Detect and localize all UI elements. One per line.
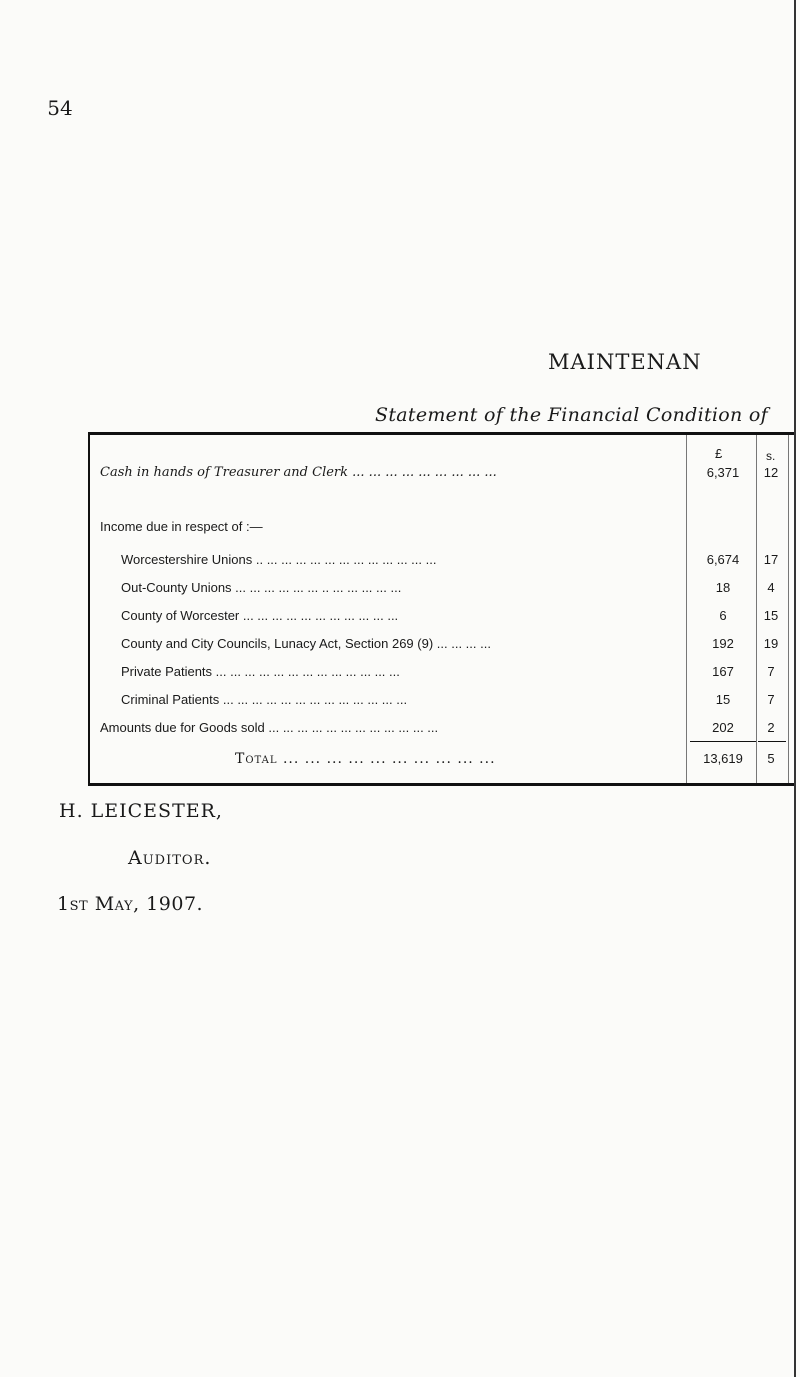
shillings-value: 7: [767, 664, 775, 679]
row-label: Worcestershire Unions .. ... ... ... ... ... ... ... ... ... ... ... ...: [121, 552, 437, 567]
shillings-value: 7: [767, 692, 775, 707]
table-row: [90, 636, 794, 658]
table-row: [90, 519, 794, 541]
row-label: Criminal Patients ... ... ... ... ... ... ... ... ... ... ... ... ...: [121, 692, 408, 707]
pounds-value: 202: [712, 720, 734, 735]
shillings-value: 15: [763, 608, 779, 623]
pounds-value: 18: [715, 580, 731, 595]
table-row: [90, 720, 794, 742]
page-subheading: Statement of the Financial Condition of: [375, 404, 768, 426]
pounds-value: 167: [712, 664, 734, 679]
page-number: 54: [47, 96, 73, 120]
row-label: Amounts due for Goods sold ... ... ... ... ... ... ... ... ... ... ... ...: [100, 720, 439, 735]
signature-name: H. LEICESTER,: [59, 800, 223, 822]
shillings-header: s.: [766, 449, 776, 463]
table-row: [90, 552, 794, 574]
page-edge: [794, 0, 796, 1377]
table-row: [90, 608, 794, 630]
pounds-value: 6,674: [706, 552, 740, 567]
total-rule: [690, 741, 756, 742]
shillings-value: 19: [763, 636, 779, 651]
shillings-value: 4: [767, 580, 775, 595]
total-row: [90, 751, 794, 773]
row-label: Income due in respect of :—: [100, 519, 263, 534]
shillings-value: 2: [767, 720, 775, 735]
total-label: Total ... ... ... ... ... ... ... ... ... ...: [235, 751, 496, 767]
row-label: Out-County Unions ... ... ... ... ... ... .. ... ... ... ... ...: [121, 580, 402, 595]
total-pounds: 13,619: [703, 751, 743, 766]
signature-title: Auditor.: [128, 847, 212, 869]
table-row: [90, 692, 794, 714]
pounds-header: £: [715, 446, 723, 461]
shillings-value: 12: [763, 465, 779, 480]
signature-date: 1st May, 1907.: [57, 893, 204, 915]
pounds-value: 15: [715, 692, 731, 707]
table-row: [90, 664, 794, 686]
pounds-value: 192: [712, 636, 734, 651]
row-label: Cash in hands of Treasurer and Clerk ... ... ... ... ... ... ... ... ...: [100, 465, 497, 480]
page-heading: MAINTENAN: [548, 350, 702, 374]
shillings-value: 17: [763, 552, 779, 567]
row-label: County of Worcester ... ... ... ... ... ... ... ... ... ... ...: [121, 608, 399, 623]
total-rule: [758, 741, 786, 742]
financial-statement-table: [88, 432, 794, 786]
pounds-value: 6: [719, 608, 727, 623]
row-label: County and City Councils, Lunacy Act, Section 269 (9) ... ... ... ...: [121, 636, 491, 651]
row-label: Private Patients ... ... ... ... ... ... ... ... ... ... ... ... ...: [121, 664, 400, 679]
table-row: [90, 465, 794, 487]
total-shillings: 5: [767, 751, 775, 766]
table-row: [90, 580, 794, 602]
pounds-value: 6,371: [706, 465, 740, 480]
